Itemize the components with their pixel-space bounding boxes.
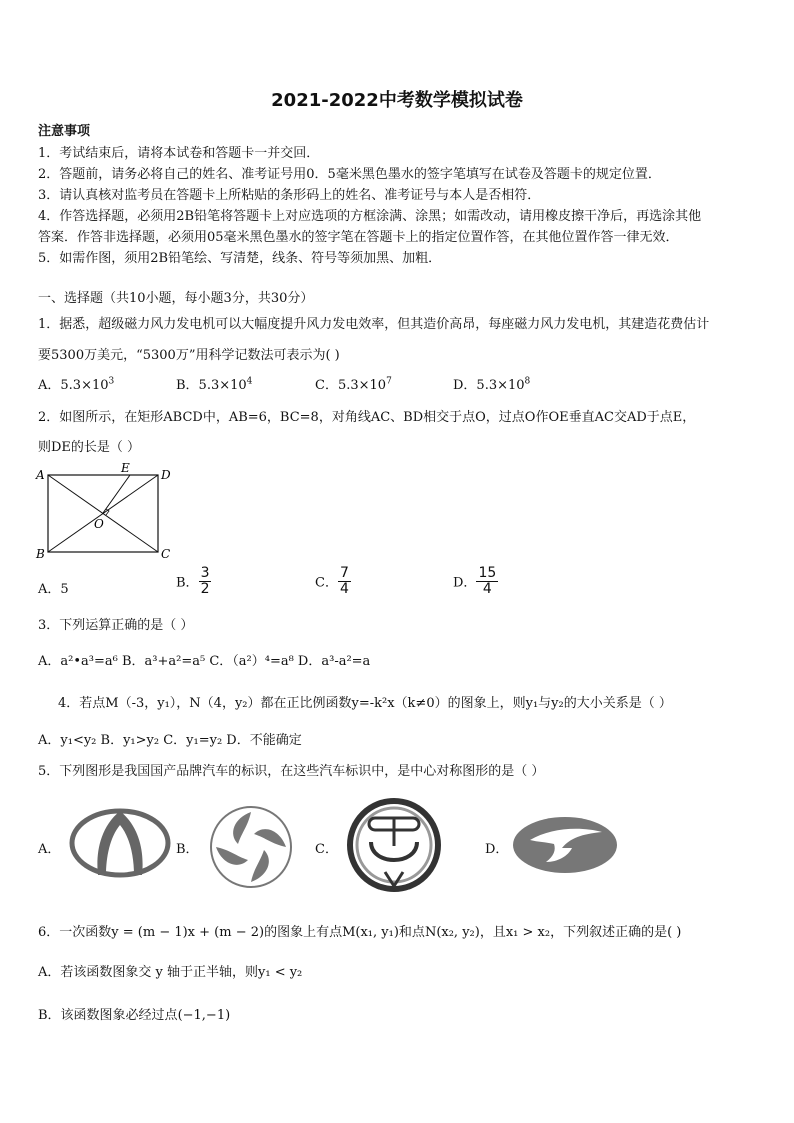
q1-option-a: A．$5.3\times 10^3$ [38, 376, 115, 393]
q1-option-c: C．$5.3\times 10^7$ [315, 376, 392, 393]
page-title: 2021-2022中考数学模拟试卷 [271, 90, 523, 111]
q3-options: A．a²•a³=a⁶ B．a³+a²=a⁵ C．（a²）⁴=a⁸ D．a³-a²=a [38, 654, 371, 669]
q4-stem: 4．若点M（-3，y₁），N（4，y₂）都在正比例函数y=-k²x（k≠0）的图象上，则y₁与y₂的大小关系是（ ） [58, 696, 672, 711]
q1-stem-line1: 1．据悉，超级磁力风力发电机可以大幅度提升风力发电效率，但其造价高昂，每座磁力风力发电机，其建造花费估计 [38, 317, 710, 332]
q6-stem: 6．一次函数y = (m − 1)x + (m − 2)的图象上有点M(x₁, y₁)和点N(x₂, y₂)，且x₁ > x₂，下列叙述正确的是( ) [38, 925, 682, 940]
notice-item-4: 4．作答选择题，必须用2B铅笔将答题卡上对应选项的方框涂满、涂黑；如需改动，请用橡皮擦干净后，再选涂其他 [38, 209, 702, 224]
q6-option-a: A．若该函数图象交 y 轴于正半轴，则y₁ < y₂ [38, 965, 303, 980]
q1-option-b: B．$5.3\times 10^4$ [176, 376, 253, 393]
q5-option-a-label: A． [38, 842, 61, 857]
q6-option-b: B．该函数图象必经过点(−1,−1) [38, 1008, 231, 1023]
q5-option-c-label: C． [315, 842, 338, 857]
q2-rectangle-figure [34, 462, 174, 562]
q2-option-c: C． $\frac{7}{4}$ [315, 565, 349, 597]
q5-option-d-label: D． [485, 842, 509, 857]
q2-stem-line1: 2．如图所示，在矩形ABCD中，AB=6，BC=8，对角线AC、BD相交于点O，过点O作OE垂直AC交AD于点E， [38, 410, 696, 425]
logo-c-icon [345, 796, 443, 894]
q3-stem: 3．下列运算正确的是（ ） [38, 618, 194, 633]
notice-item-2: 2．答题前，请务必将自己的姓名、准考证号用0．5毫米黑色墨水的签字笔填写在试卷及答题卡的规定位置． [38, 167, 661, 182]
label-c: C [161, 547, 171, 561]
segment-oe [103, 475, 130, 513]
notice-item-1: 1．考试结束后，请将本试卷和答题卡一并交回． [38, 146, 320, 161]
q5-option-b-label: B． [176, 842, 199, 857]
q1-stem-line2: 要5300万美元，“5300万”用科学记数法可表示为( ) [38, 348, 340, 363]
label-b: B [36, 547, 45, 561]
label-d: D [161, 468, 171, 482]
q5-stem: 5．下列图形是我国国产品牌汽车的标识，在这些汽车标识中，是中心对称图形的是（ ） [38, 764, 545, 779]
label-o: O [94, 517, 104, 531]
q4-options: A．y₁<y₂ B．y₁>y₂ C．y₁=y₂ D．不能确定 [38, 733, 302, 748]
notice-heading: 注意事项 [38, 124, 91, 139]
q2-stem-line2: 则DE的长是（ ） [38, 440, 141, 455]
label-a: A [36, 468, 45, 482]
logo-b-icon [208, 804, 294, 890]
section-heading: 一、选择题（共10小题，每小题3分，共30分） [38, 291, 314, 306]
q2-option-a: A．5 [38, 582, 69, 597]
q2-option-b: B． $\frac{3}{2}$ [176, 565, 210, 597]
label-e: E [121, 462, 130, 475]
notice-item-4-cont: 答案．作答非选择题，必须用05毫米黑色墨水的签字笔在答题卡上的指定位置作答，在其他位置作答一律无效． [38, 230, 679, 245]
logo-d-icon [510, 814, 620, 876]
q1-option-d: D．$5.3\times 10^8$ [453, 376, 531, 393]
q2-option-d: D． $\frac{15}{4}$ [453, 565, 497, 597]
notice-item-3: 3．请认真核对监考员在答题卡上所粘贴的条形码上的姓名、准考证号与本人是否相符． [38, 188, 541, 203]
notice-item-5: 5．如需作图，须用2B铅笔绘、写清楚，线条、符号等须加黑、加粗． [38, 251, 442, 266]
logo-a-icon [68, 805, 172, 879]
